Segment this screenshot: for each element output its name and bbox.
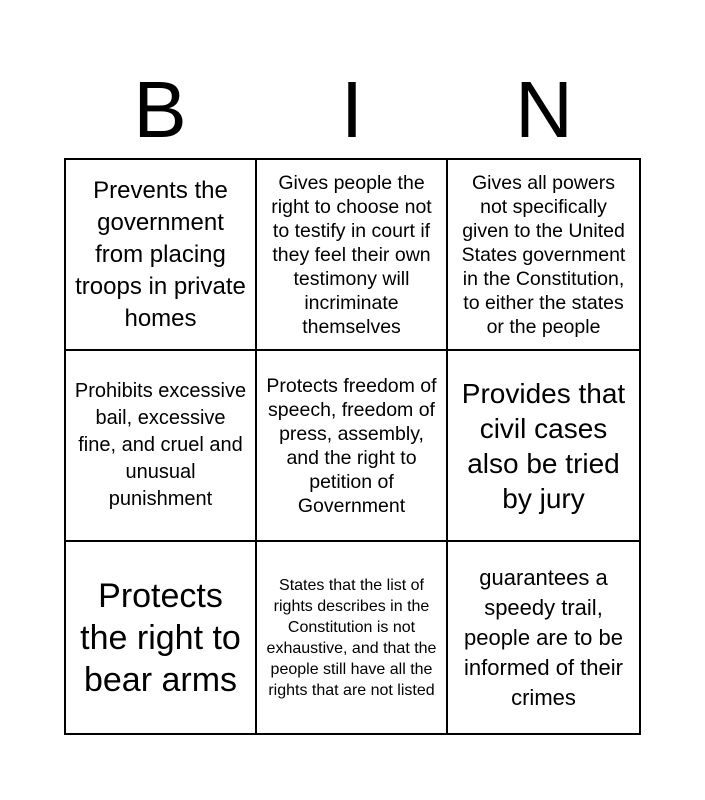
- header-letter-n: N: [515, 65, 573, 154]
- header-letter-i: I: [340, 65, 364, 154]
- bingo-cell-text: guarantees a speedy trail, people are to be informed of their crimes: [463, 564, 624, 710]
- bingo-cell-r3-c3[interactable]: [448, 542, 639, 733]
- bingo-cell-text: Protects freedom of speech, freedom of press, assembly, and the right to petition of Government: [266, 374, 437, 517]
- bingo-cell-r2-c2[interactable]: [257, 351, 448, 542]
- bingo-cell-r2-c1[interactable]: [66, 351, 257, 542]
- bingo-cell-text: Protects the right to bear arms: [80, 576, 241, 699]
- bingo-cell-text: Gives all powers not specifically given to the United States government in the Constitution, to either the states or the people: [461, 171, 626, 338]
- header-letter-b: B: [133, 65, 187, 154]
- bingo-cell-text: Prohibits excessive bail, excessive fine, and cruel and unusual punishment: [74, 380, 247, 510]
- bingo-cell-r1-c1[interactable]: [66, 160, 257, 351]
- bingo-cell-text: States that the list of rights describes in the Constitution is not exhaustive, and that the people still have all the rights that are not listed: [266, 576, 437, 699]
- bingo-cell-r3-c1[interactable]: [66, 542, 257, 733]
- bingo-board: [64, 158, 641, 735]
- bingo-cell-r2-c3[interactable]: [448, 351, 639, 542]
- bingo-cell-r1-c3[interactable]: [448, 160, 639, 351]
- bingo-header: [64, 62, 641, 158]
- bingo-cell-r3-c2[interactable]: [257, 542, 448, 733]
- bingo-cell-r1-c2[interactable]: [257, 160, 448, 351]
- bingo-cell-text: Prevents the government from placing troops in private homes: [75, 176, 246, 332]
- bingo-cell-text: Provides that civil cases also be tried by jury: [461, 377, 626, 514]
- bingo-cell-text: Gives people the right to choose not to testify in court if they feel their own testimony will incriminate themselves: [271, 171, 432, 338]
